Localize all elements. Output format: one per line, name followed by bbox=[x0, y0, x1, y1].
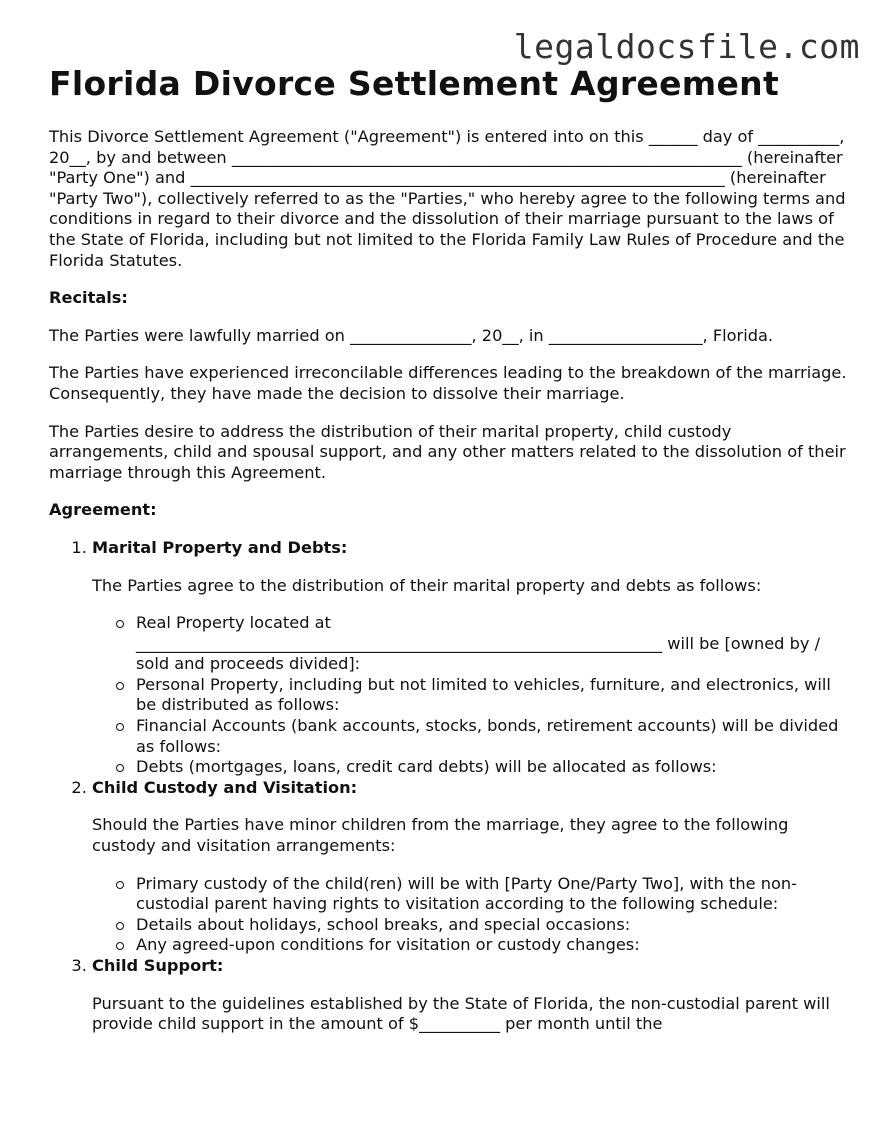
recitals-heading: Recitals: bbox=[49, 288, 128, 308]
document-page bbox=[49, 64, 852, 1052]
section-items bbox=[92, 613, 849, 778]
list-item: Real Property located at _________________________________________________________________ will be [owned by / sold and proceeds divided]: bbox=[136, 613, 849, 675]
section-title: 1. Marital Property and Debts: bbox=[92, 537, 348, 557]
list-item: Personal Property, including but not limited to vehicles, furniture, and electronics, will be distributed as follows: bbox=[136, 675, 849, 716]
section-child-support bbox=[92, 956, 849, 1035]
intro-paragraph: This Divorce Settlement Agreement ("Agreement") is entered into on this ______ day of __________, 20__, by and between _______________________________________________________________ (hereinafter "Party One") and __________________________________________________________________ (hereinafter "Party Two"), collectively referred to as the "Parties," who hereby agree to the following terms and conditions in regard to their divorce and the dissolution of their marriage pursuant to the laws of the State of Florida, including but not limited to the Florida Family Law Rules of Procedure and the Florida Statutes. bbox=[49, 127, 851, 270]
recital-paragraph: The Parties were lawfully married on _______________, 20__, in ___________________, Florida. bbox=[49, 325, 774, 345]
list-item: Details about holidays, school breaks, and special occasions: bbox=[136, 915, 849, 936]
watermark: legaldocsfile.com bbox=[513, 27, 860, 66]
section-title: 2. Child Custody and Visitation: bbox=[92, 777, 358, 797]
agreement-heading: Agreement: bbox=[49, 500, 157, 520]
list-item: Debts (mortgages, loans, credit card debts) will be allocated as follows: bbox=[136, 757, 849, 778]
list-item: Financial Accounts (bank accounts, stocks, bonds, retirement accounts) will be divided as follows: bbox=[136, 716, 849, 757]
section-child-custody bbox=[92, 778, 849, 956]
list-item: Primary custody of the child(ren) will be with [Party One/Party Two], with the non-custodial parent having rights to visitation according to the following schedule: bbox=[136, 874, 849, 915]
agreement-sections bbox=[49, 538, 849, 1035]
recital-paragraph: The Parties have experienced irreconcilable differences leading to the breakdown of the marriage. Consequently, they have made the decision to dissolve their marriage. bbox=[49, 363, 852, 403]
recital-paragraph: The Parties desire to address the distribution of their marital property, child custody arrangements, child and spousal support, and any other matters related to the dissolution of their marriage through this Agreement. bbox=[49, 421, 851, 482]
section-intro: Pursuant to the guidelines established by the State of Florida, the non-custodial parent will provide child support in the amount of $__________ per month until the bbox=[92, 993, 830, 1034]
section-intro: The Parties agree to the distribution of their marital property and debts as follows: bbox=[92, 575, 762, 595]
section-title: 3. Child Support: bbox=[92, 956, 224, 975]
section-marital-property bbox=[92, 538, 849, 778]
document-title: Florida Divorce Settlement Agreement bbox=[49, 64, 780, 103]
list-item: Any agreed-upon conditions for visitation or custody changes: bbox=[136, 935, 849, 956]
section-intro: Should the Parties have minor children from the marriage, they agree to the following custody and visitation arrangements: bbox=[92, 815, 789, 856]
section-items bbox=[92, 874, 849, 956]
